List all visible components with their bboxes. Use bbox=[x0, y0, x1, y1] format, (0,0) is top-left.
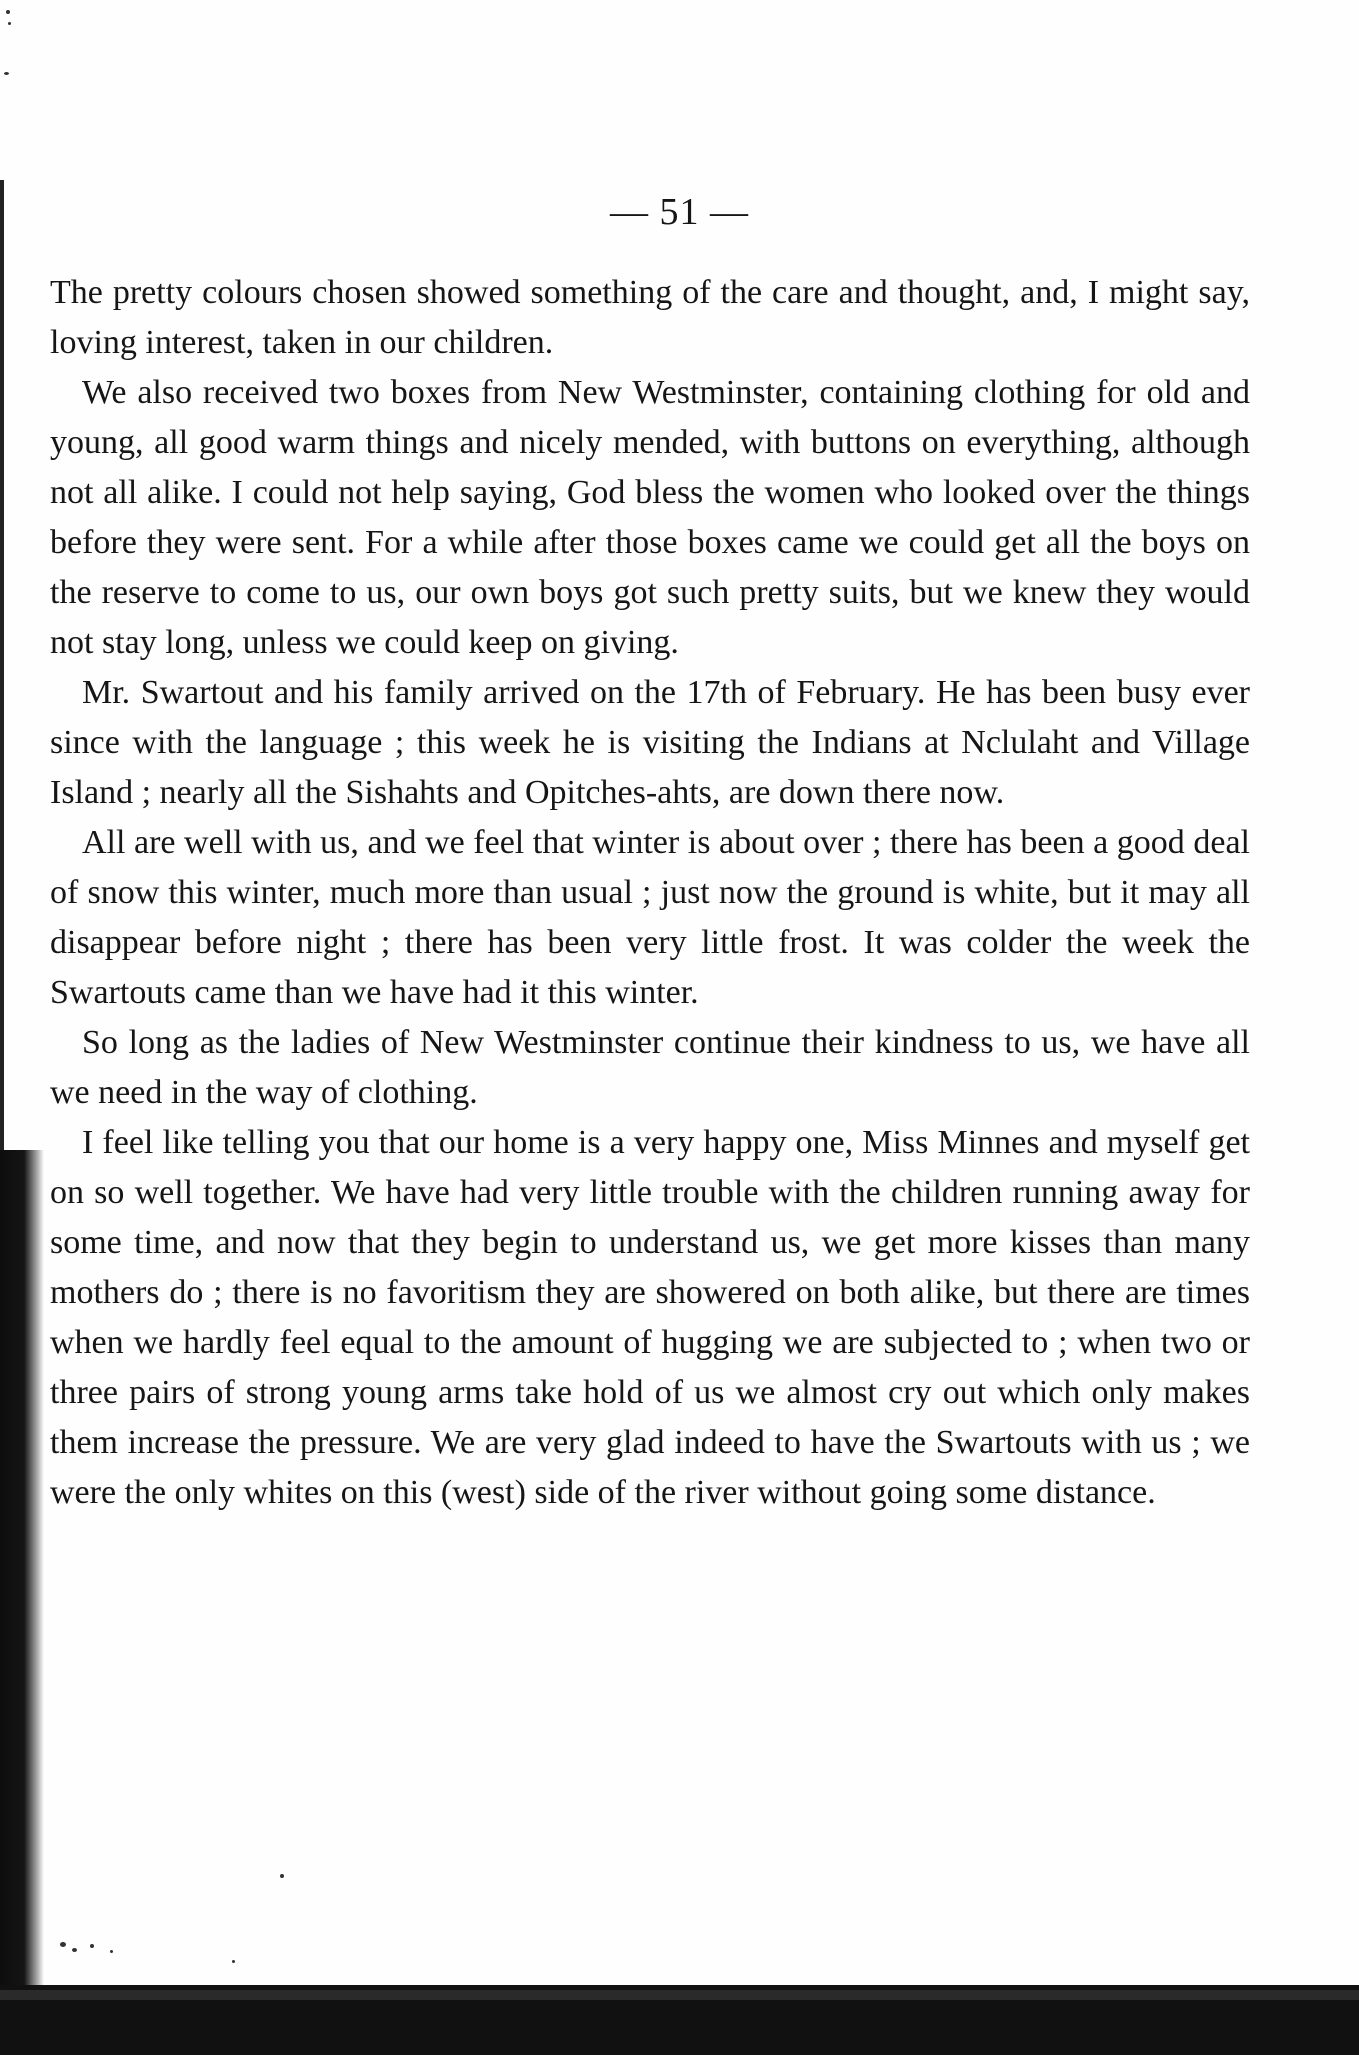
paragraph: The pretty colours chosen showed something of the care and thought, and, I might say, loving interest, taken in our children. bbox=[50, 274, 1250, 361]
paragraph: We also received two boxes from New Westminster, containing clothing for old and young, all good warm things and nicely mended, with buttons on everything, although not all alike. I could not help saying, God bless the women who looked over the things before they were sent. For a while after those boxes came we could get all the boys on the reserve to come to us, our own boys got such pretty suits, but we knew they would not stay long, unless we could keep on giving. bbox=[50, 374, 1250, 661]
scan-speck bbox=[90, 1944, 94, 1948]
body-text bbox=[50, 268, 1250, 1518]
scan-speck bbox=[232, 1960, 235, 1963]
scan-speck bbox=[6, 10, 10, 14]
scan-bottom-highlight bbox=[0, 1990, 1359, 2000]
paragraph: Mr. Swartout and his family arrived on the 17th of February. He has been busy ever since with the language ; this week he is visiting the Indians at Nclulaht and Village Island ; nearly all the Sishahts and Opitches-ahts, are down there now. bbox=[50, 674, 1250, 811]
paragraph: So long as the ladies of New Westminster continue their kindness to us, we have all we need in the way of clothing. bbox=[50, 1024, 1250, 1111]
scan-left-shadow bbox=[0, 1150, 44, 2055]
page-number: — 51 — bbox=[610, 191, 749, 233]
scan-speck bbox=[72, 1948, 77, 1952]
scan-speck bbox=[4, 72, 9, 75]
paragraph: I feel like telling you that our home is a very happy one, Miss Minnes and myself get on so well together. We have had very little trouble with the children running away for some time, and now that they begin to understand us, we get more kisses than many mothers do ; there is no favoritism they are showered on both alike, but there are times when we hardly feel equal to the amount of hugging we are subjected to ; when two or three pairs of strong young arms take hold of us we almost cry out which only makes them increase the pressure. We are very glad indeed to have the Swartouts with us ; we were the only whites on this (west) side of the river without going some distance. bbox=[50, 1124, 1250, 1511]
paragraph: All are well with us, and we feel that winter is about over ; there has been a good deal of snow this winter, much more than usual ; just now the ground is white, but it may all disappear before night ; there has been very little frost. It was colder the week the Swartouts came than we have had it this winter. bbox=[50, 824, 1250, 1011]
scan-speck bbox=[280, 1874, 284, 1878]
scan-speck bbox=[110, 1950, 113, 1953]
scan-speck bbox=[60, 1942, 66, 1947]
scan-speck bbox=[8, 22, 11, 25]
